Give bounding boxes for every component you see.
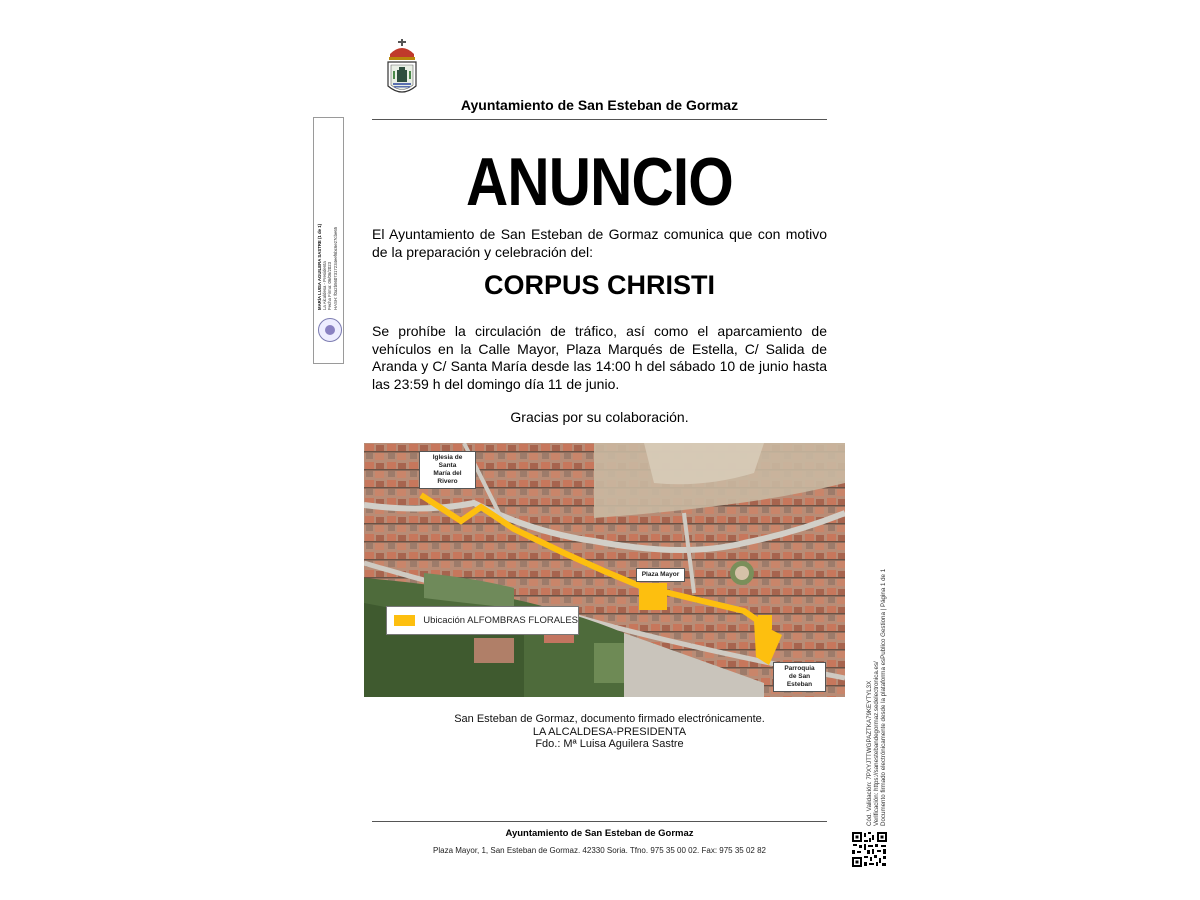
map-legend bbox=[386, 606, 579, 635]
legend-swatch-icon bbox=[394, 615, 415, 626]
thanks-text: Gracias por su colaboración. bbox=[510, 409, 689, 425]
header-divider bbox=[372, 119, 827, 120]
map-label-church: Iglesia de Santa María del Rivero bbox=[419, 451, 476, 489]
map-label-parish: Parroquia de San Esteban bbox=[773, 662, 826, 692]
map-label-plaza-mayor: Plaza Mayor bbox=[636, 568, 685, 582]
stamp-date: Fecha Firma: 06/06/2023 bbox=[327, 261, 333, 310]
stamp-signer: MARÍA LUISA AGUILERA SASTRE (1 de 1) bbox=[317, 223, 322, 310]
footer-divider bbox=[372, 821, 827, 822]
signature-block bbox=[372, 713, 847, 751]
signature-line-1: San Esteban de Gormaz, documento firmado electrónicamente. bbox=[454, 713, 765, 725]
validation-platform: Documento firmado electrónicamente desde la plataforma esPublico Gestiona | Página 1 de 1 bbox=[880, 568, 888, 826]
validation-info bbox=[866, 558, 892, 826]
header-organization: Ayuntamiento de San Esteban de Gormaz bbox=[460, 97, 739, 113]
legend-label: Ubicación ALFOMBRAS FLORALES bbox=[423, 615, 578, 626]
intro-paragraph: El Ayuntamiento de San Esteban de Gormaz comunica que con motivo de la preparación y celebración del: bbox=[372, 226, 827, 260]
qr-code-icon[interactable] bbox=[851, 831, 888, 868]
signature-line-2: LA ALCALDESA-PRESIDENTA bbox=[532, 725, 687, 738]
signature-stamp bbox=[313, 117, 344, 364]
aerial-route-map bbox=[364, 443, 845, 697]
event-title: CORPUS CHRISTI bbox=[483, 270, 716, 300]
stamp-role: La Alcaldesa - Presidenta bbox=[322, 261, 328, 310]
signature-line-3: Fdo.: Mª Luisa Aguilera Sastre bbox=[535, 738, 684, 750]
footer-address: Plaza Mayor, 1, San Esteban de Gormaz. 42330 Soria. Tfno. 975 35 00 02. Fax: 975 35 02 82 bbox=[433, 846, 766, 855]
validation-code: Cód. Validación: 7PXYJTTWGPAZTKA79KEYTYL3X bbox=[866, 680, 873, 826]
stamp-details bbox=[317, 185, 342, 310]
digital-seal-icon bbox=[318, 318, 342, 342]
coat-of-arms-icon bbox=[384, 38, 420, 98]
notice-paragraph: Se prohíbe la circulación de tráfico, así como el aparcamiento de vehículos en la Calle Mayor, Plaza Marqués de Estella, C/ Salida de Aranda y C/ Santa María desde las 14:00 h del sábado 10 de junio hasta las 23:59 h del domingo día 11 de junio. bbox=[372, 323, 827, 392]
page-title: ANUNCIO bbox=[466, 144, 733, 220]
footer-organization: Ayuntamiento de San Esteban de Gormaz bbox=[505, 828, 694, 839]
validation-url[interactable]: Verificación: https://sanestebandegormaz.sedelectronica.es/ bbox=[873, 661, 881, 826]
stamp-hash: HASH: f0a2b5607317234eef6bc6e27cbe65 bbox=[332, 226, 338, 310]
